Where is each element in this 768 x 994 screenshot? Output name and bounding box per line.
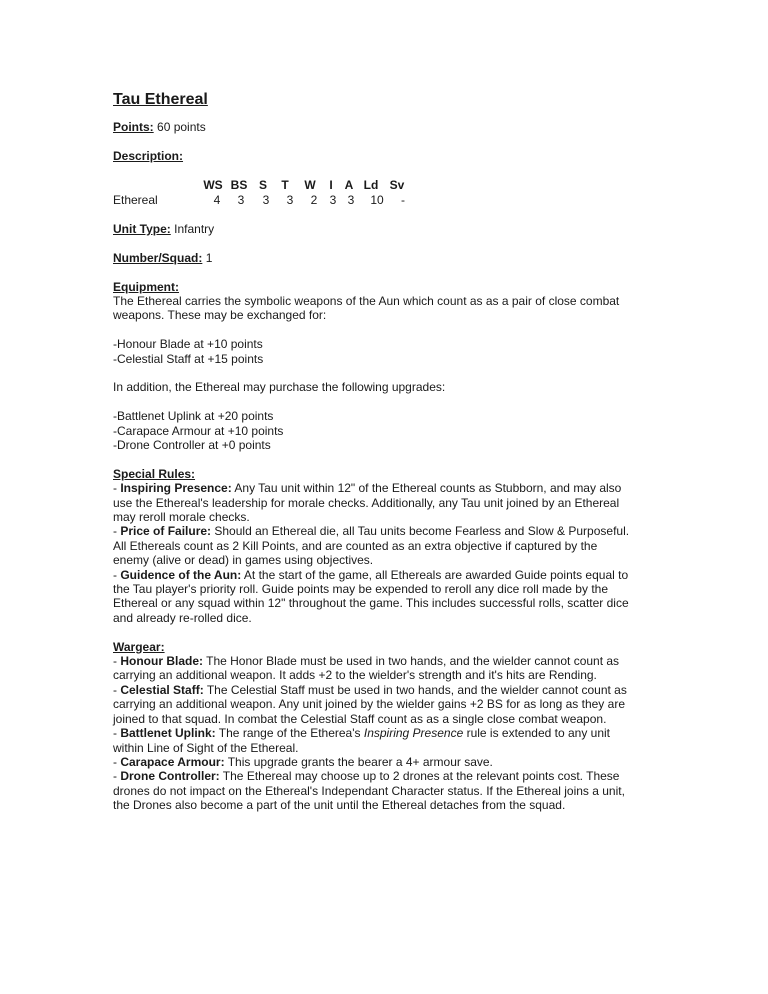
stat-header: W <box>304 177 316 192</box>
wargear-celestial-staff: - Celestial Staff: The Celestial Staff must be used in two hands, and the wielder cannot count as <box>113 682 627 697</box>
number-squad-label: Number/Squad: <box>113 250 203 265</box>
wargear-text: within Line of Sight of the Ethereal. <box>113 740 299 755</box>
rule-price-of-failure: - Price of Failure: Should an Ethereal die, all Tau units become Fearless and Slow & Purposeful. <box>113 524 630 539</box>
stat-row-name: Ethereal <box>113 192 158 207</box>
wargear-text: carrying an additional weapon. Any unit joined by the wielder gains +2 BS for as long as they are <box>113 697 625 712</box>
equipment-text: The Ethereal carries the symbolic weapons of the Aun which count as as a pair of close combat <box>113 293 620 308</box>
wargear-battlenet-uplink: - Battlenet Uplink: The range of the Etherea's Inspiring Presence rule is extended to any unit <box>113 726 611 741</box>
wargear-label: Wargear: <box>113 639 165 654</box>
wargear-name: Drone Controller: <box>120 769 220 784</box>
wargear-name: Honour Blade: <box>120 654 204 669</box>
rule-text: the Tau player's priority roll. Guide points may be expended to reroll any dice roll made by the <box>113 582 608 597</box>
equipment-label: Equipment: <box>113 279 179 294</box>
number-squad-value: 1 <box>205 250 213 265</box>
stat-value: 3 <box>329 192 337 207</box>
rule-text: and already re-rolled dice. <box>113 610 252 625</box>
stat-value: 10 <box>370 192 384 207</box>
rule-name: Price of Failure: <box>120 524 212 539</box>
rule-name: Inspiring Presence: <box>120 481 232 496</box>
stat-value: - <box>401 192 405 207</box>
stat-header: Ld <box>363 177 379 192</box>
rule-text: may reroll morale checks. <box>113 510 250 525</box>
special-rules-label: Special Rules: <box>113 466 196 481</box>
wargear-text: the Drones also become a part of the unit until the Ethereal detaches from the squad. <box>113 798 566 813</box>
stat-value: 4 <box>213 192 221 207</box>
stat-header: BS <box>230 177 248 192</box>
stat-value: 3 <box>237 192 245 207</box>
rule-text: enemy (alive or dead) in games using objectives. <box>113 553 374 568</box>
wargear-heading <box>113 640 658 654</box>
wargear-name: Celestial Staff: <box>120 682 204 697</box>
unit-type-label: Unit Type: <box>113 221 171 236</box>
upgrade-option: -Battlenet Uplink at +20 points <box>113 409 274 424</box>
stat-header: I <box>329 177 333 192</box>
document-page <box>113 90 658 813</box>
wargear-honour-blade: - Honour Blade: The Honor Blade must be used in two hands, and the wielder cannot count as <box>113 654 620 669</box>
unit-type-value: Infantry <box>174 221 215 236</box>
upgrade-option: -Carapace Armour at +10 points <box>113 423 284 438</box>
stat-header: A <box>344 177 354 192</box>
upgrades-intro: In addition, the Ethereal may purchase the following upgrades: <box>113 380 446 395</box>
stats-row-ethereal <box>113 193 658 208</box>
stat-header: T <box>281 177 289 192</box>
wargear-text: joined to that squad. In combat the Celestial Staff count as as a single close combat weapon. <box>113 711 607 726</box>
wargear-text: carrying an additional weapon. It adds +2 to the wielder's strength and it's hits are Rending. <box>113 668 597 683</box>
wargear-drone-controller: - Drone Controller: The Ethereal may choose up to 2 drones at the relevant points cost. These <box>113 769 620 784</box>
wargear-name: Battlenet Uplink: <box>120 726 216 741</box>
points-label: Points: <box>113 120 154 134</box>
rule-name: Guidence of the Aun: <box>120 567 242 582</box>
stat-header: Sv <box>389 177 405 192</box>
wargear-carapace-armour: - Carapace Armour: This upgrade grants the bearer a 4+ armour save. <box>113 754 493 769</box>
wargear-name: Carapace Armour: <box>120 754 225 769</box>
equipment-heading <box>113 280 658 294</box>
number-squad-line <box>113 251 658 265</box>
points-line <box>113 120 658 134</box>
stat-header: S <box>258 177 267 192</box>
rule-text: use the Ethereal's leadership for morale checks. Additionally, any Tau unit joined by an Ethereal <box>113 495 620 510</box>
stat-value: 3 <box>286 192 294 207</box>
stat-value: 2 <box>310 192 318 207</box>
stat-value: 3 <box>347 192 355 207</box>
rule-inspiring-presence: - Inspiring Presence: Any Tau unit within 12" of the Ethereal counts as Stubborn, and may also <box>113 481 622 496</box>
page-title: Tau Ethereal <box>113 91 208 108</box>
wargear-text: drones do not impact on the Ethereal's Independant Character status. If the Ethereal joins a unit, <box>113 783 625 798</box>
stat-header: WS <box>203 177 223 192</box>
description-heading <box>113 149 658 163</box>
upgrade-option: -Drone Controller at +0 points <box>113 438 271 452</box>
rule-text: All Ethereals count as 2 Kill Points, and are counted as an extra objective if captured by the <box>113 538 598 553</box>
rule-guidence-of-the-aun: - Guidence of the Aun: At the start of the game, all Ethereals are awarded Guide points equal to <box>113 567 629 582</box>
description-label: Description: <box>113 148 184 163</box>
stat-value: 3 <box>262 192 270 207</box>
equipment-option: -Celestial Staff at +15 points <box>113 351 264 366</box>
special-rules-heading <box>113 467 658 481</box>
equipment-text: weapons. These may be exchanged for: <box>113 308 327 323</box>
rule-text: Ethereal or any squad within 12" throughout the game. This includes successful rolls, scatter dice <box>113 596 629 611</box>
unit-type-line <box>113 222 658 236</box>
stats-header-row <box>113 178 658 193</box>
equipment-option: -Honour Blade at +10 points <box>113 337 263 352</box>
points-value: 60 points <box>157 120 206 134</box>
